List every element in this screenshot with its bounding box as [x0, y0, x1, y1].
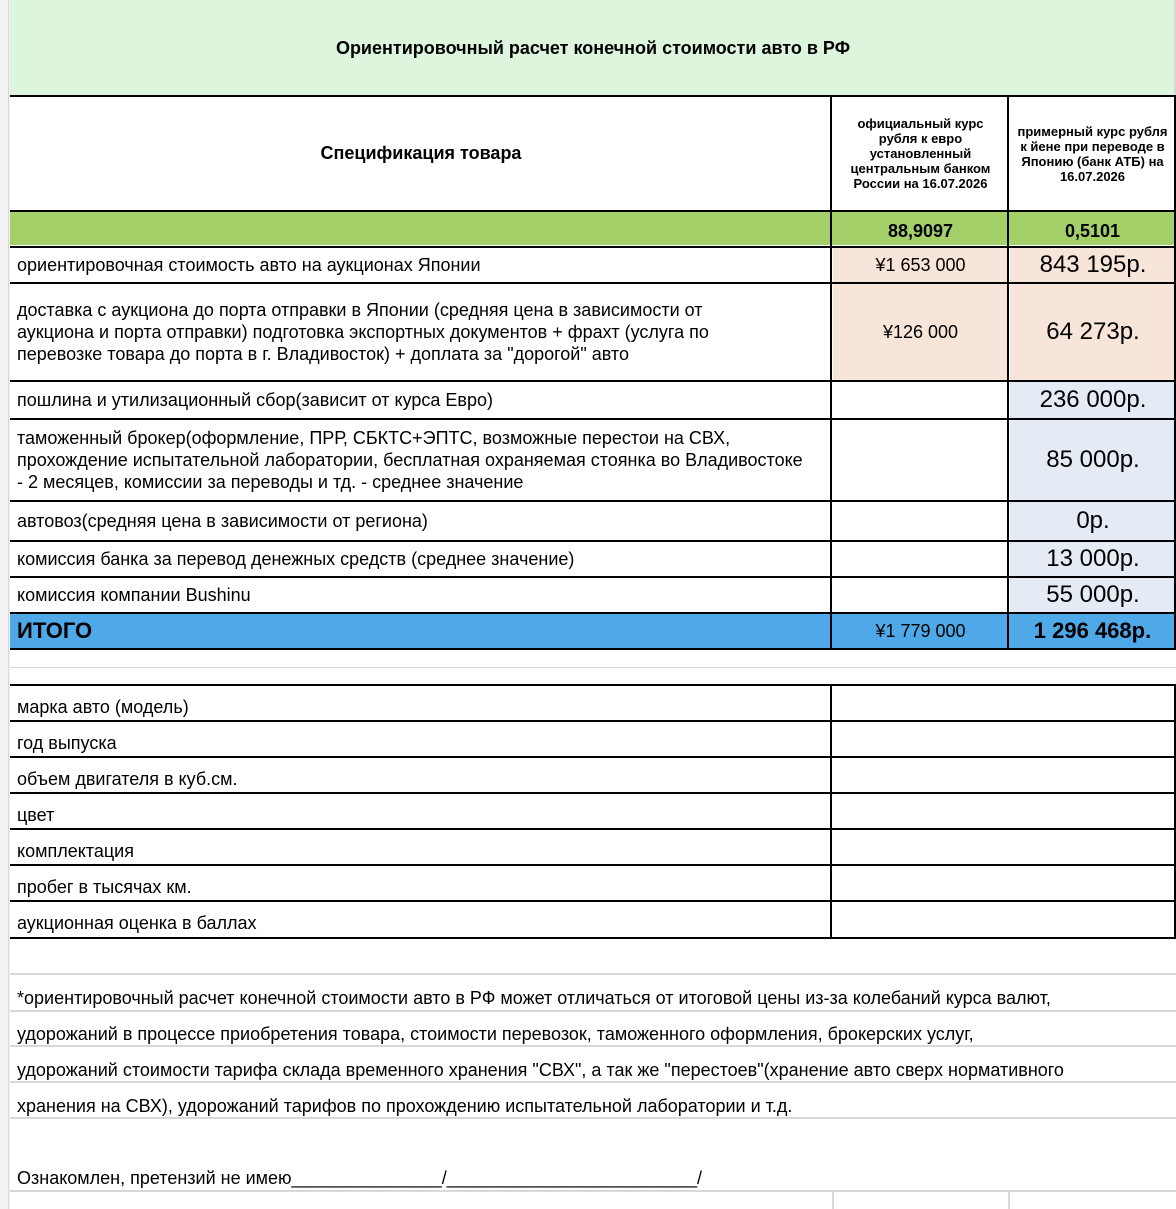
detail-label-color: цвет [17, 805, 55, 825]
gridline [10, 667, 1176, 668]
row-yen-broker [833, 420, 1008, 500]
row-label-duty: пошлина и утилизационный сбор(зависит от курса Евро) [17, 390, 493, 410]
border [10, 282, 1176, 284]
row-label-broker: таможенный брокер(оформление, ПРР, СБКТС+ЭПТС, возможные перестои на СВХ, прохождение испытательной лаборатории, бесплатная охраняемая стоянка во Владивостоке - 2 месяцев, комиссии за переводы и тд. - среднее значение [17, 428, 803, 492]
row-label-delivery: доставка с аукциона до порта отправки в Японии (средняя цена в зависимости от аукциона и порта отправки) подготовка экспортных документов + фрахт (услуга по перевозке товара до порта в г. Владивосток) + доплата за "дорогой" авто [17, 300, 709, 364]
border [1007, 96, 1009, 650]
row-yen-carrier [833, 502, 1008, 540]
jpy-rate-label: примерный курс рубля к йене при переводе в Японию (банк АТБ) на 16.07.2026 [1017, 123, 1168, 184]
border [830, 96, 832, 650]
detail-value-color[interactable] [833, 794, 1176, 830]
border [10, 380, 1176, 382]
row-yen-auction: ¥1 653 000 [833, 248, 1008, 282]
eur-rate-header [832, 96, 1009, 211]
note-line-1: *ориентировочный расчет конечной стоимости авто в РФ может отличаться от итоговой цены из-за колебаний курса валют, [17, 988, 1051, 1008]
eur-rate-value: 88,9097 [887, 220, 954, 241]
border [10, 246, 1176, 248]
border [10, 648, 1176, 650]
eur-rate-label: официальный курс рубля к евро установленный центральным банком России на 16.07.2026 [850, 116, 991, 191]
spec-header-label: Спецификация товара [320, 143, 522, 163]
row-rub-company-fee: 55 000р. [1010, 578, 1176, 612]
jpy-rate-value: 0,5101 [1064, 220, 1121, 241]
gridline [832, 1192, 834, 1209]
note-line-2: удорожаний в процессе приобретения товара, стоимости перевозок, таможенного оформления, брокерских услуг, [17, 1024, 974, 1044]
total-rub: 1 296 468р. [1033, 618, 1152, 643]
detail-value-year[interactable] [833, 722, 1176, 758]
row-rub-carrier: 0р. [1010, 502, 1176, 540]
row-rub-bank-fee: 13 000р. [1010, 542, 1176, 576]
row-label-bank-fee: комиссия банка за перевод денежных средств (среднее значение) [17, 549, 575, 569]
border [10, 900, 1176, 902]
detail-label-year: год выпуска [17, 733, 117, 753]
border [10, 720, 1176, 722]
row-rub-duty: 236 000р. [1010, 382, 1176, 418]
jpy-rate-header [1009, 96, 1176, 211]
row-rub-broker: 85 000р. [1010, 420, 1176, 500]
row-label-company-fee: комиссия компании Bushinu [17, 585, 251, 605]
border [10, 864, 1176, 866]
detail-label-make: марка авто (модель) [17, 697, 189, 717]
gridline [10, 1081, 1176, 1083]
gridline [10, 1010, 1176, 1012]
detail-value-engine[interactable] [833, 758, 1176, 794]
border [10, 95, 1176, 97]
border [10, 500, 1176, 502]
row-yen-company-fee [833, 578, 1008, 612]
detail-label-mileage: пробег в тысячах км. [17, 877, 192, 897]
border [10, 684, 1176, 686]
signature-line: Ознакомлен, претензий не имею_______________/_________________________/ [17, 1168, 702, 1188]
total-yen: ¥1 779 000 [875, 620, 966, 641]
gridline [10, 1190, 1176, 1192]
border [10, 792, 1176, 794]
border [10, 540, 1176, 542]
detail-value-make[interactable] [833, 686, 1176, 722]
row-rub-delivery: 64 273р. [1010, 284, 1176, 380]
row-yen-bank-fee [833, 542, 1008, 576]
border [10, 210, 1176, 212]
border [830, 684, 832, 939]
spec-header-cell [10, 96, 832, 211]
row-label-auction: ориентировочная стоимость авто на аукционах Японии [17, 255, 481, 275]
note-line-3: удорожаний стоимости тарифа склада временного хранения "СВХ", а так же "перестоев"(хранение авто сверх нормативного [17, 1060, 1064, 1080]
border [10, 937, 1176, 939]
gridline [10, 1045, 1176, 1047]
detail-value-grade[interactable] [833, 902, 1176, 938]
border [10, 612, 1176, 614]
gutter-line [8, 0, 9, 1209]
detail-label-trim: комплектация [17, 841, 134, 861]
total-label: ИТОГО [17, 618, 93, 643]
detail-value-trim[interactable] [833, 830, 1176, 866]
border [10, 756, 1176, 758]
border [10, 576, 1176, 578]
detail-value-mileage[interactable] [833, 866, 1176, 902]
gridline [10, 1117, 1176, 1119]
gridline [1008, 1192, 1010, 1209]
row-label-carrier: автовоз(средняя цена в зависимости от региона) [17, 511, 428, 531]
border [10, 418, 1176, 420]
row-yen-delivery: ¥126 000 [833, 284, 1008, 380]
page-title: Ориентировочный расчет конечной стоимости авто в РФ [335, 37, 851, 58]
row-yen-duty [833, 382, 1008, 418]
gridline [10, 973, 1176, 975]
detail-label-grade: аукционная оценка в баллах [17, 913, 257, 933]
note-line-4: хранения на СВХ), удорожаний тарифов по прохождению испытательной лаборатории и т.д. [17, 1096, 793, 1116]
row-rub-auction: 843 195р. [1010, 248, 1176, 282]
border [10, 828, 1176, 830]
detail-label-engine: объем двигателя в куб.см. [17, 769, 238, 789]
title-banner [10, 0, 1176, 96]
